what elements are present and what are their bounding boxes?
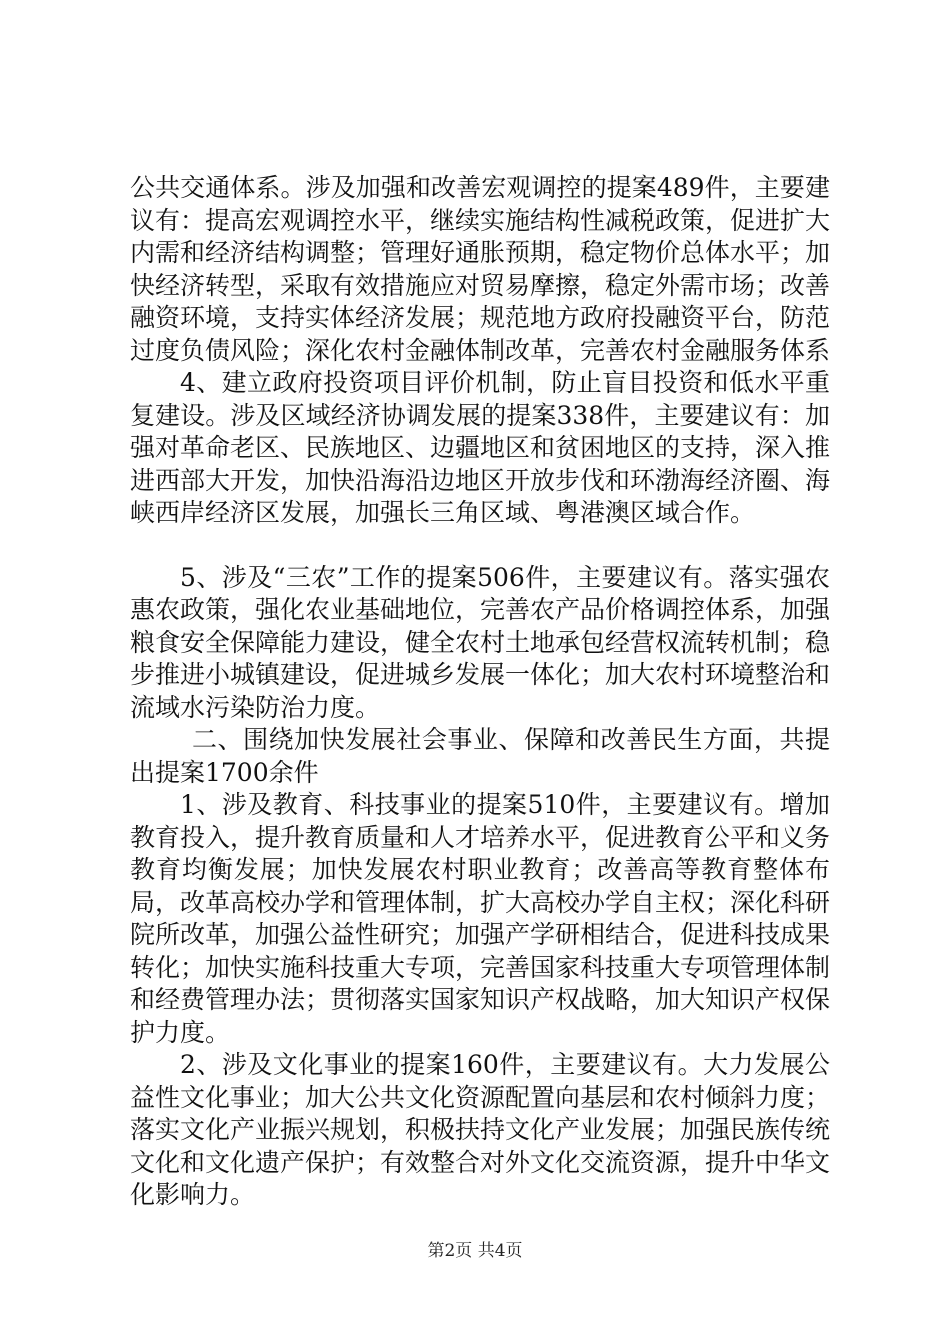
paragraph-macro-control: 公共交通体系。涉及加强和改善宏观调控的提案489件，主要建议有：提高宏观调控水平，继续实施结构性减税政策，促进扩大内需和经济结构调整；管理好通胀预期，稳定物价总体水平；加快经济转型，采取有效措施应对贸易摩擦，稳定外需市场；改善融资环境，支持实体经济发展；规范地方政府投融资平台，防范过度负债风险；深化农村金融体制改革，完善农村金融服务体系 — [130, 173, 831, 365]
page-footer — [0, 1240, 950, 1262]
paragraph-culture: 2、涉及文化事业的提案160件，主要建议有。大力发展公益性文化事业；加大公共文化资源配置向基层和农村倾斜力度；落实文化产业振兴规划，积极扶持文化产业发展；加强民族传统文化和文化遗产保护；有效整合对外文化交流资源，提升中华文化影响力。 — [130, 1050, 831, 1209]
page-indicator: 第2页 共4页 — [427, 1241, 523, 1261]
section-heading-social-affairs: 二、围绕加快发展社会事业、保障和改善民生方面，共提出提案1700余件 — [130, 725, 830, 787]
paragraph-three-rural: 5、涉及“三农”工作的提案506件，主要建议有。落实强农惠农政策，强化农业基础地位，完善农产品价格调控体系，加强粮食安全保障能力建设，健全农村土地承包经营权流转机制；稳步推进小城镇建设，促进城乡发展一体化；加大农村环境整治和流域水污染防治力度。 — [130, 562, 831, 722]
paragraph-investment-evaluation: 4、建立政府投资项目评价机制，防止盲目投资和低水平重复建设。涉及区域经济协调发展的提案338件，主要建议有：加强对革命老区、民族地区、边疆地区和贫困地区的支持，深入推进西部大开发，加快沿海沿边地区开放步伐和环渤海经济圈、海峡西岸经济区发展，加强长三角区域、粤港澳区域合作。 — [130, 368, 831, 527]
document-body — [130, 172, 830, 1212]
paragraph-education-technology: 1、涉及教育、科技事业的提案510件，主要建议有。增加教育投入，提升教育质量和人才培养水平，促进教育公平和义务教育均衡发展；加快发展农村职业教育；改善高等教育整体布局，改革高校办学和管理体制，扩大高校办学自主权；深化科研院所改革，加强公益性研究；加强产学研相结合，促进科技成果转化；加快实施科技重大专项，完善国家科技重大专项管理体制和经费管理办法；贯彻落实国家知识产权战略，加大知识产权保护力度。 — [130, 790, 831, 1047]
